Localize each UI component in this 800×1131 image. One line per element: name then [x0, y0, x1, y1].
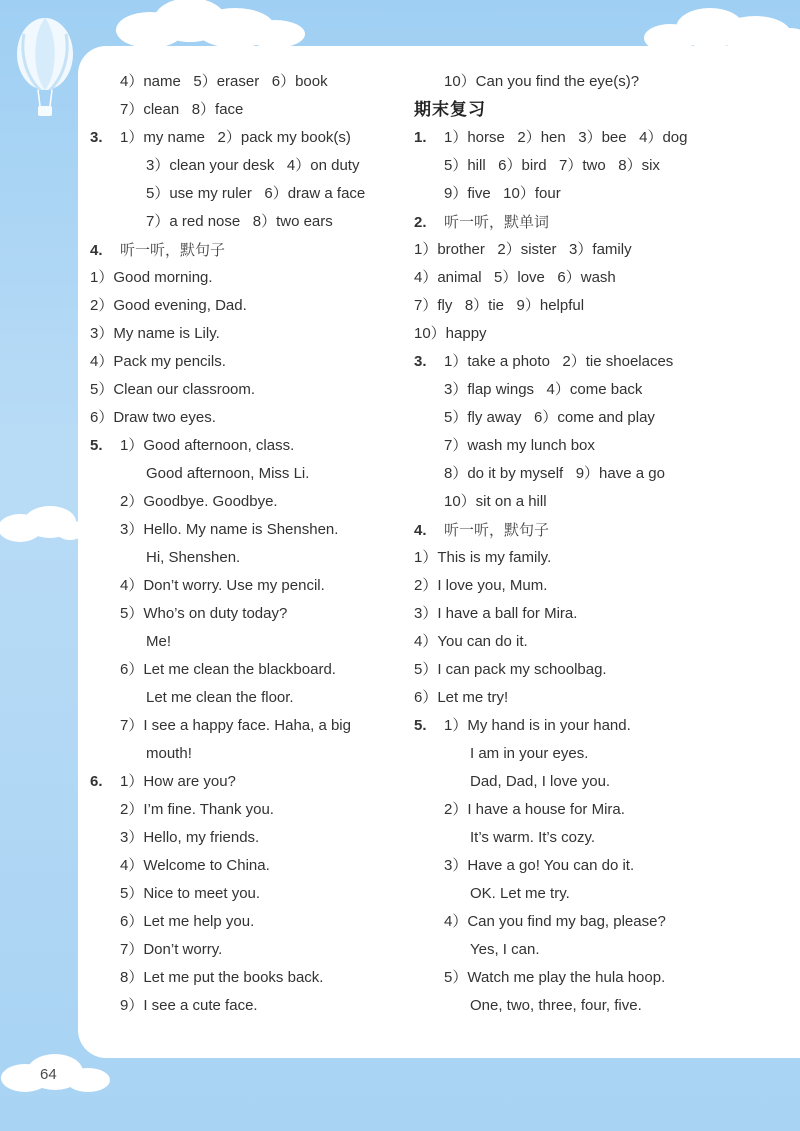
answer-line [414, 852, 784, 880]
answer-text: 1）my name 2）pack my book(s) [120, 129, 351, 146]
answer-line [414, 656, 784, 684]
answer-line [414, 796, 784, 824]
question-number: 4. [414, 522, 427, 539]
answer-text: 7）wash my lunch box [444, 437, 595, 454]
answer-line [414, 992, 784, 1020]
answer-text: 4）Pack my pencils. [90, 353, 226, 370]
question-number: 1. [414, 129, 427, 146]
answer-text: 5）fly away 6）come and play [444, 409, 655, 426]
answer-line [414, 712, 784, 740]
answer-text: It’s warm. It’s cozy. [470, 829, 596, 846]
answer-text: 3）I have a ball for Mira. [414, 605, 578, 622]
answer-line [414, 572, 784, 600]
answer-line [90, 96, 410, 124]
cloud-top-icon [110, 0, 310, 52]
answer-line [414, 432, 784, 460]
answer-line [90, 460, 410, 488]
answer-line [414, 180, 784, 208]
answer-line [90, 488, 410, 516]
answer-text: Hi, Shenshen. [146, 549, 241, 566]
answer-text: 5）hill 6）bird 7）two 8）six [444, 157, 660, 174]
answer-text: 2）I have a house for Mira. [444, 801, 625, 818]
right-column [414, 68, 784, 1020]
answer-text: 5）Clean our classroom. [90, 381, 256, 398]
answer-line [414, 740, 784, 768]
answer-text: 3）clean your desk 4）on duty [146, 157, 360, 174]
answer-line [414, 684, 784, 712]
answer-text: 3）My name is Lily. [90, 325, 220, 342]
answer-text: 1）My hand is in your hand. [444, 717, 631, 734]
answer-text: 5）Nice to meet you. [120, 885, 261, 902]
answer-line [90, 852, 410, 880]
answer-line [90, 908, 410, 936]
answer-line [414, 516, 784, 544]
answer-text: 9）five 10）four [444, 185, 561, 202]
answer-line [414, 824, 784, 852]
answer-text: 3）flap wings 4）come back [444, 381, 643, 398]
answer-line [414, 964, 784, 992]
answer-text: 8）Let me put the books back. [120, 969, 324, 986]
answer-line [414, 628, 784, 656]
answer-text: 8）do it by myself 9）have a go [444, 465, 665, 482]
answer-text: Yes, I can. [470, 941, 540, 958]
answer-line [414, 600, 784, 628]
answer-text: 4）Can you find my bag, please? [444, 913, 666, 930]
answer-text: 7）a red nose 8）two ears [146, 213, 333, 230]
answer-text: 6）Draw two eyes. [90, 409, 216, 426]
answer-line [414, 376, 784, 404]
answer-line [90, 656, 410, 684]
answer-line [414, 264, 784, 292]
answer-text: 1）This is my family. [414, 549, 552, 566]
answer-line [414, 124, 784, 152]
answer-line [90, 572, 410, 600]
answer-line [414, 768, 784, 796]
answer-line [414, 320, 784, 348]
question-number: 5. [90, 437, 103, 454]
answer-text: 5）use my ruler 6）draw a face [146, 185, 366, 202]
answer-line [414, 936, 784, 964]
answer-text: 4）animal 5）love 6）wash [414, 269, 616, 286]
answer-line [90, 236, 410, 264]
answer-line [90, 516, 410, 544]
answer-line [90, 824, 410, 852]
answer-text: 1）horse 2）hen 3）bee 4）dog [444, 129, 688, 146]
answer-line [414, 292, 784, 320]
answer-text: 1）take a photo 2）tie shoelaces [444, 353, 674, 370]
answer-line [90, 152, 410, 180]
answer-text: OK. Let me try. [470, 885, 570, 902]
answer-line [90, 740, 410, 768]
answer-text: 7）I see a happy face. Haha, a big [120, 717, 351, 734]
answer-text: 4）Welcome to China. [120, 857, 270, 874]
answer-line [90, 348, 410, 376]
question-number: 6. [90, 773, 103, 790]
answer-text: mouth! [146, 745, 192, 762]
answer-line [90, 684, 410, 712]
answer-text: 1）Good afternoon, class. [120, 437, 295, 454]
answer-text: 5）Who’s on duty today? [120, 605, 288, 622]
answer-text: 听一听，默单词 [444, 213, 550, 231]
answer-text: 1）Good morning. [90, 269, 213, 286]
answer-line [90, 292, 410, 320]
answer-line [414, 404, 784, 432]
answer-text: 2）I’m fine. Thank you. [120, 801, 274, 818]
answer-text: 9）I see a cute face. [120, 997, 258, 1014]
cloud-left-mid-icon [0, 500, 80, 550]
answer-text: 5）I can pack my schoolbag. [414, 661, 607, 678]
section-heading-text: 期末复习 [414, 100, 486, 119]
answer-text: 2）I love you, Mum. [414, 577, 548, 594]
answer-line [90, 768, 410, 796]
answer-text: 3）Hello. My name is Shenshen. [120, 521, 339, 538]
hot-air-balloon-icon [10, 14, 80, 124]
answer-line [90, 180, 410, 208]
answer-text: 2）Good evening, Dad. [90, 297, 247, 314]
answer-line [90, 124, 410, 152]
question-number: 4. [90, 242, 103, 259]
answer-text: One, two, three, four, five. [470, 997, 642, 1014]
answer-text: 6）Let me help you. [120, 913, 255, 930]
answer-text: I am in your eyes. [470, 745, 589, 762]
answer-text: 4）Don’t worry. Use my pencil. [120, 577, 325, 594]
answer-text: 4）name 5）eraser 6）book [120, 73, 328, 90]
section-heading [414, 96, 784, 124]
answer-line [414, 348, 784, 376]
answer-text: Me! [146, 633, 172, 650]
answer-line [90, 628, 410, 656]
answer-line [90, 936, 410, 964]
answer-line [90, 992, 410, 1020]
answer-text: Dad, Dad, I love you. [470, 773, 611, 790]
answer-line [414, 68, 784, 96]
answer-line [90, 432, 410, 460]
answer-line [414, 880, 784, 908]
question-number: 3. [90, 129, 103, 146]
answer-line [414, 152, 784, 180]
answer-line [414, 908, 784, 936]
answer-text: 听一听，默句子 [120, 241, 226, 259]
answer-line [90, 208, 410, 236]
question-number: 3. [414, 353, 427, 370]
answer-line [414, 460, 784, 488]
answer-line [414, 488, 784, 516]
answer-line [90, 600, 410, 628]
question-number: 5. [414, 717, 427, 734]
answer-text: 10）sit on a hill [444, 493, 547, 510]
answer-text: 2）Goodbye. Goodbye. [120, 493, 278, 510]
answer-line [90, 544, 410, 572]
answer-text: Let me clean the floor. [146, 689, 294, 706]
answer-text: 10）Can you find the eye(s)? [444, 73, 640, 90]
answer-line [90, 796, 410, 824]
page-number: 64 [40, 1066, 57, 1083]
answer-text: 听一听，默句子 [444, 521, 550, 539]
answer-line [90, 68, 410, 96]
answer-line [414, 236, 784, 264]
left-column [90, 68, 410, 1020]
answer-line [90, 712, 410, 740]
answer-line [414, 544, 784, 572]
answer-text: 7）fly 8）tie 9）helpful [414, 297, 585, 314]
answer-text: 4）You can do it. [414, 633, 528, 650]
answer-text: Good afternoon, Miss Li. [146, 465, 310, 482]
answer-text: 5）Watch me play the hula hoop. [444, 969, 666, 986]
answer-line [90, 964, 410, 992]
answer-line [90, 320, 410, 348]
answer-text: 3）Hello, my friends. [120, 829, 260, 846]
answer-line [90, 880, 410, 908]
answer-text: 6）Let me try! [414, 689, 509, 706]
answer-text: 3）Have a go! You can do it. [444, 857, 635, 874]
answer-text: 1）brother 2）sister 3）family [414, 241, 632, 258]
answer-text: 7）clean 8）face [120, 101, 244, 118]
answer-line [90, 264, 410, 292]
answer-text: 1）How are you? [120, 773, 236, 790]
question-number: 2. [414, 214, 427, 231]
answer-text: 10）happy [414, 325, 487, 342]
answer-text: 7）Don’t worry. [120, 941, 223, 958]
answer-line [90, 376, 410, 404]
answer-text: 6）Let me clean the blackboard. [120, 661, 336, 678]
answer-line [90, 404, 410, 432]
answer-line [414, 208, 784, 236]
